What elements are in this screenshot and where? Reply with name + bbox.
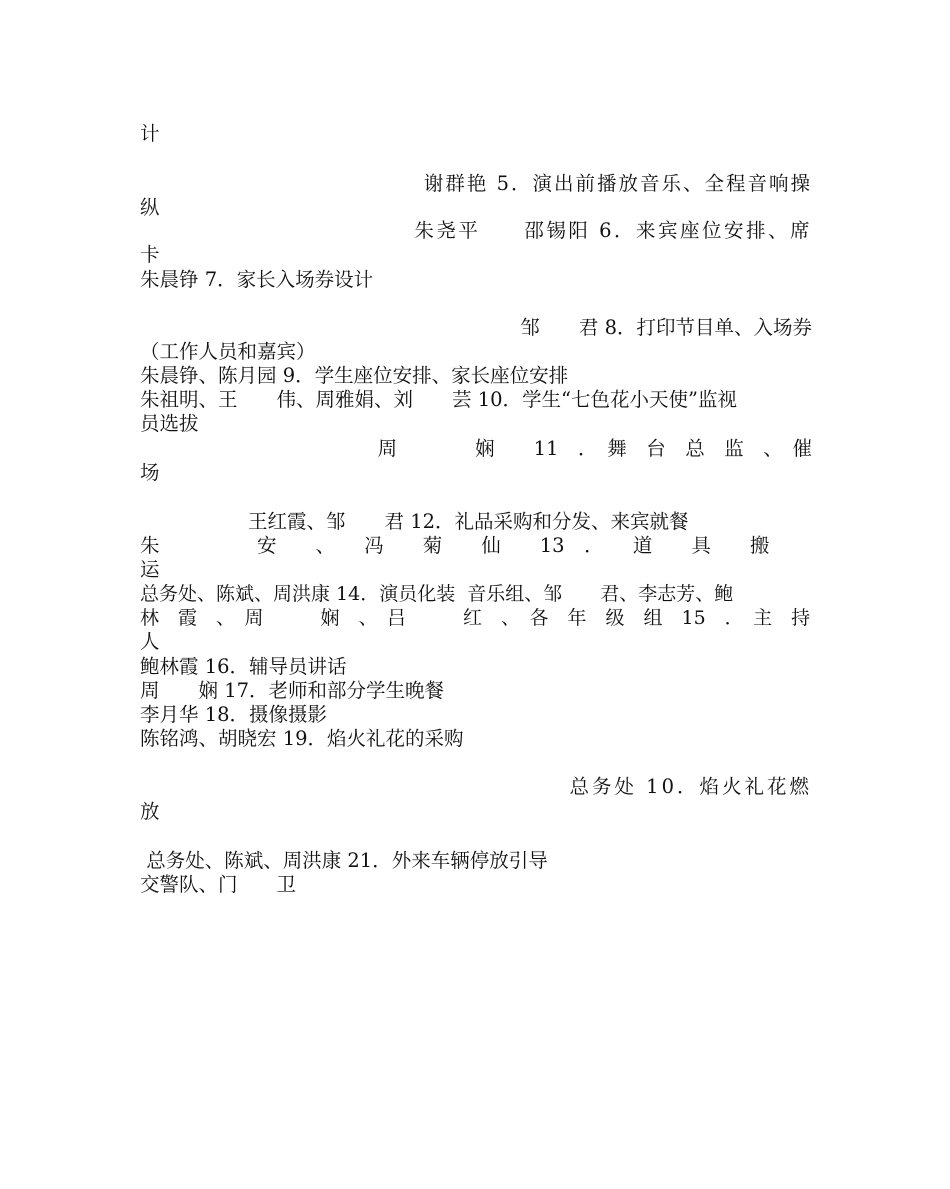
text-line: 卡 [140,243,160,266]
text-line: 邹 君 8．打印节目单、入场券 [520,316,812,339]
text-line: 场 [140,461,160,484]
text-line: 计 [140,122,160,145]
text-line: 放 [140,800,160,823]
text-line: 运 [140,558,160,581]
text-line: 纵 [140,196,160,219]
text-line: 鲍林霞 16．辅导员讲话 [140,655,347,678]
text-line: 谢群艳 5．演出前播放音乐、全程音响操 [423,172,812,195]
text-line: 王红霞、邹 君 12．礼品采购和分发、来宾就餐 [248,510,689,533]
text-line: 交警队、门 卫 [140,873,297,896]
text-line: 总务处、陈斌、周洪康 21．外来车辆停放引导 [140,849,548,872]
text-line: 朱晨铮、陈月园 9．学生座位安排、家长座位安排 [140,364,569,387]
text-line: 总务处、陈斌、周洪康 14．演员化装 音乐组、邹 君、李志芳、鲍 [140,583,734,605]
text-line: 员选拔 [140,412,199,435]
text-line: 朱祖明、王 伟、周雅娟、刘 芸 10．学生“七色花小天使”监视 [140,388,737,411]
text-line: 周 娴 17．老师和部分学生晚餐 [140,679,445,702]
text-line: 陈铭鸿、胡晓宏 19．焰火礼花的采购 [140,727,464,750]
text-line: 朱晨铮 7．家长入场券设计 [140,268,374,291]
text-line: 林 霞 、 周 娴 、 吕 红 、 各 年 级 组 15 ． 主 持 [140,607,811,629]
text-line: 总务处 10．焰火礼花燃 [569,775,812,798]
text-line: （工作人员和嘉宾） [140,340,316,363]
text-line: 朱 安 、 冯 菊 仙 13 ． 道 具 搬 [140,534,770,557]
text-line: 人 [140,630,160,653]
text-line: 朱尧平 邵锡阳 6．来宾座位安排、席 [414,219,812,242]
text-line: 周 娴 11 ． 舞 台 总 监 、 催 [377,437,812,460]
text-line: 李月华 18．摄像摄影 [140,703,328,726]
